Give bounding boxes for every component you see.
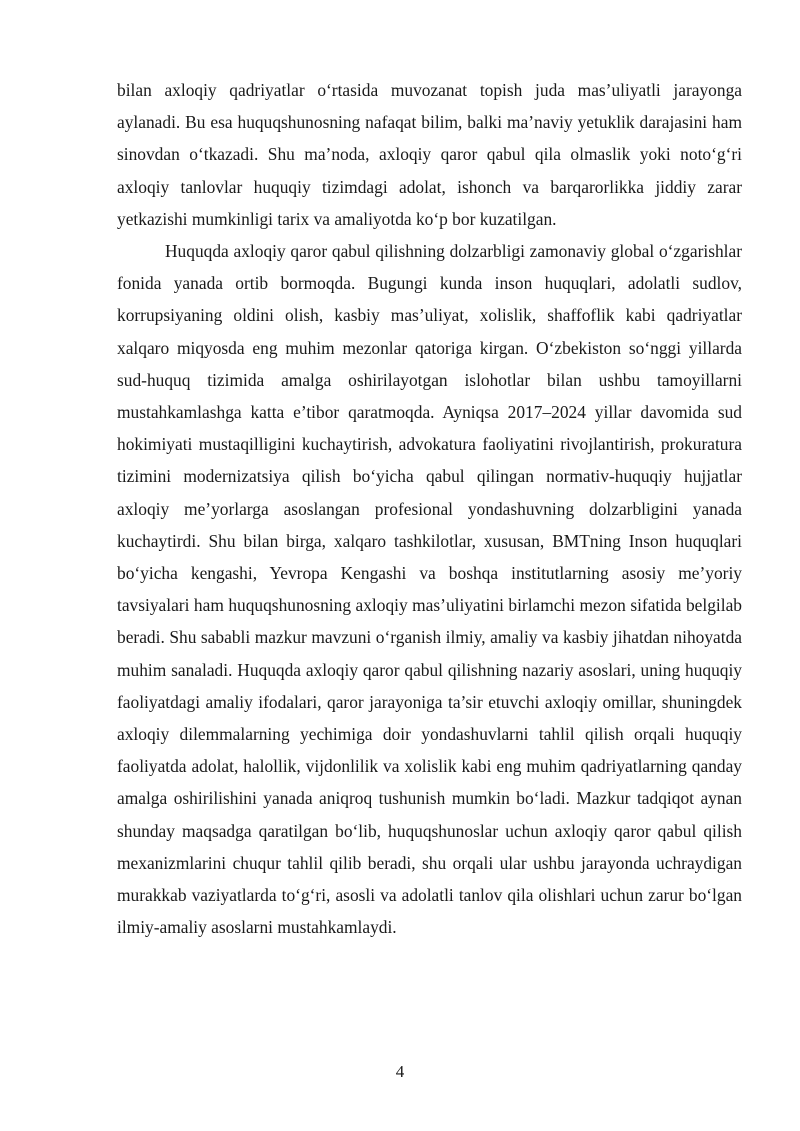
paragraph-relevance: Huquqda axloqiy qaror qabul qilishning dolzarbligi zamonaviy global o‘zgarishlar fonida yanada ortib bormoqda. Bugungi kunda inson huquqlari, adolatli sudlov, korrupsiyaning oldini olish, kasbiy mas’uliyat, xolislik, shaffoflik kabi qadriyatlar xalqaro miqyosda eng muhim mezonlar qatoriga kirgan. O‘zbekiston so‘nggi yillarda sud-huquq tizimida amalga oshirilayotgan islohotlar bilan ushbu tamoyillarni mustahkamlashga katta e’tibor qaratmoqda. Ayniqsa 2017–2024 yillar davomida sud hokimiyati mustaqilligini kuchaytirish, advokatura faoliyatini rivojlantirish, prokuratura tizimini modernizatsiya qilish bo‘yicha qabul qilingan normativ-huquqiy hujjatlar axloqiy me’yorlarga asoslangan profesional yondashuvning dolzarbligini yanada kuchaytirdi. Shu bilan birga, xalqaro tashkilotlar, xususan, BMTning Inson huquqlari bo‘yicha kengashi, Yevropa Kengashi va boshqa institutlarning asosiy me’yoriy tavsiyalari ham huquqshunosning axloqiy mas’uliyatini birlamchi mezon sifatida belgilab beradi. Shu sababli mazkur mavzuni o‘rganish ilmiy, amaliy va kasbiy jihatdan nihoyatda muhim sanaladi. Huquqda axloqiy qaror qabul qilishning nazariy asoslari, uning huquqiy faoliyatdagi amaliy ifodalari, qaror jarayoniga ta’sir etuvchi axloqiy omillar, shuningdek axloqiy dilemmalarning yechimiga doir yondashuvlarni tahlil qilish orqali huquqiy faoliyatda adolat, halollik, vijdonlilik va xolislik kabi eng muhim qadriyatlarning qanday amalga oshirilishini yanada aniqroq tushunish mumkin bo‘ladi. Mazkur tadqiqot aynan shunday maqsadga qaratilgan bo‘lib, huquqshunoslar uchun axloqiy qaror qabul qilish mexanizmlarini chuqur tahlil qilib beradi, shu orqali ular ushbu jarayonda uchraydigan murakkab vaziyatlarda to‘g‘ri, asosli va adolatli tanlov qila olishlari uchun zarur bo‘lgan ilmiy-amaliy asoslarni mustahkamlaydi. — [117, 241, 742, 938]
page-number: 4 — [395, 1062, 405, 1081]
paragraph-continuation: bilan axloqiy qadriyatlar o‘rtasida muvozanat topish juda mas’uliyatli jarayonga aylanadi. Bu esa huquqshunosning nafaqat bilim, balki ma’naviy yetuklik darajasini ham sinovdan o‘tkazadi. Shu ma’noda, axloqiy qaror qabul qila olmaslik yoki noto‘g‘ri axloqiy tanlovlar huquqiy tizimdagi adolat, ishonch va barqarorlikka jiddiy zarar yetkazishi mumkinligi tarix va amaliyotda ko‘p bor kuzatilgan. — [117, 80, 742, 229]
document-body — [117, 74, 742, 943]
